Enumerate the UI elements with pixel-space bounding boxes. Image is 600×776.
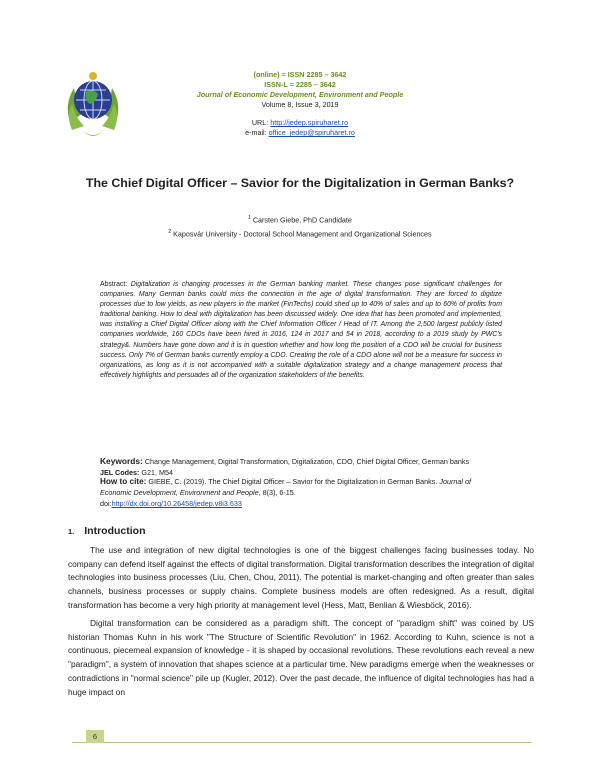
body-text bbox=[68, 544, 534, 704]
doi-link[interactable]: http://dx.doi.org/10.26458/jedep.v8i3.633 bbox=[111, 499, 242, 508]
abstract-label: Abstract: bbox=[100, 281, 128, 288]
paragraph: The use and integration of new digital technologies is one of the biggest challenges facing businesses today. No company can defend itself against the effects of digital transformation. Digital transformation describes the integration of digital technologies into business processes (Liu, Chen, Chou, 2011). The potential is market-changing and often greater than sales channels, business processes or supply chains. Complete business models are often redesigned. As a result, digital transformation has become a very high priority at management level (Hess, Matt, Benlian & Wiesböck, 2016). bbox=[68, 545, 534, 610]
affiliation: Kaposvár University - Doctoral School Management and Organizational Sciences bbox=[173, 229, 432, 239]
journal-name: Journal of Economic Development, Environment and People bbox=[196, 90, 404, 99]
jel-label: JEL Codes: bbox=[100, 467, 140, 477]
cite-label: How to cite: bbox=[100, 477, 147, 486]
section-title: Introduction bbox=[84, 525, 146, 537]
how-to-cite bbox=[100, 476, 502, 509]
doi-label: doi: bbox=[100, 499, 112, 508]
jel-codes: G21, M54 bbox=[141, 467, 173, 477]
journal-header bbox=[0, 70, 600, 138]
email-label: e-mail: bbox=[245, 128, 267, 137]
journal-email-link[interactable]: office_jedep@spiruharet.ro bbox=[268, 128, 355, 137]
affiliation-line: $^2$ Kaposvár University - Doctoral School Management and Organizational Sciences bbox=[168, 229, 432, 239]
author-line: $^1$ Carsten Giebe, PhD Candidate bbox=[248, 215, 352, 225]
keywords-text: Change Management, Digital Transformation, Digitalization, CDO, Chief Digital Officer, German banks bbox=[144, 457, 470, 466]
journal-url-link[interactable]: http://jedep.spiruharet.ro bbox=[270, 118, 349, 127]
cite-journal: Journal of Economic Development, Environment and People bbox=[100, 477, 471, 497]
volume-issue: Volume 8, Issue 3, 2019 bbox=[261, 100, 339, 109]
url-line bbox=[0, 118, 600, 128]
paragraph: Digital transformation can be considered as a paradigm shift. The concept of "paradigm shift" was coined by US historian Thomas Kuhn in his work "The Structure of Scientific Revolution" in 1962. According to Kuhn, science is not a continuous, piecemeal expansion of knowledge - it is shaped by occasional revolutions. These revolutions each reveal a new "paradigm", a system of innovation that shapes science at a particular time. New paradigms emerge when the weaknesses or contradictions in "normal science" pile up (Kugler, 2012). Over the past decade, the influence of digital technologies has had a huge impact on bbox=[68, 618, 534, 697]
footer-rule bbox=[72, 742, 532, 743]
author-name: Carsten Giebe, PhD Candidate bbox=[252, 215, 352, 225]
issn-l: ISSN-L = 2285 – 3642 bbox=[264, 80, 336, 89]
abstract-text: Digitalization is changing processes in the German banking market. These changes pose significant challenges for companies. Many German banks could miss the connection in the age of digital transformation. They are forced to digitize processes due to low yields, as new players in the market (FinTechs) could shed up to 40% of sales and up to 60% of profits from traditional banking. How to deal with digitalization has been discussed widely. One idea that has been promoted and implemented, was installing a Chief Digital Officer along with the Chief Information Officer / Head of IT. Among the 2,500 largest publicly listed companies worldwide, 160 CDOs have been hired in 2016, 124 in 2017 and 54 in 2018, according to a 2019 study by PWC's strategy&. Numbers have gone down and it is in question whether and how long the position of a CDO will be crucial for business success. Only 7% of German banks currently employ a CDO. Creating the role of a CDO alone will not be a measure for success in organizations, as long as it is not accompanied with a suitable digitalization strategy and a change management process that effectively highlights and persuades all of the organization stakeholders of the benefits. bbox=[100, 281, 502, 379]
keywords-block bbox=[100, 456, 502, 478]
url-label: URL: bbox=[251, 118, 269, 127]
keywords-label: Keywords: bbox=[100, 456, 143, 466]
abstract bbox=[100, 280, 502, 381]
paper-title: The Chief Digital Officer – Savior for the Digitalization in German Banks? bbox=[85, 176, 515, 190]
section-heading bbox=[68, 525, 146, 537]
page-number: 6 bbox=[86, 730, 104, 743]
email-line bbox=[0, 128, 600, 138]
cite-volume: , 8(3), 6-15. bbox=[258, 488, 296, 497]
authors-block bbox=[0, 212, 600, 241]
section-number: 1. bbox=[68, 527, 75, 536]
issn-online: (online) = ISSN 2285 – 3642 bbox=[253, 70, 347, 79]
cite-text: GIEBE, C. (2019). The Chief Digital Officer – Savior for the Digitalization in German Banks. bbox=[148, 477, 438, 486]
